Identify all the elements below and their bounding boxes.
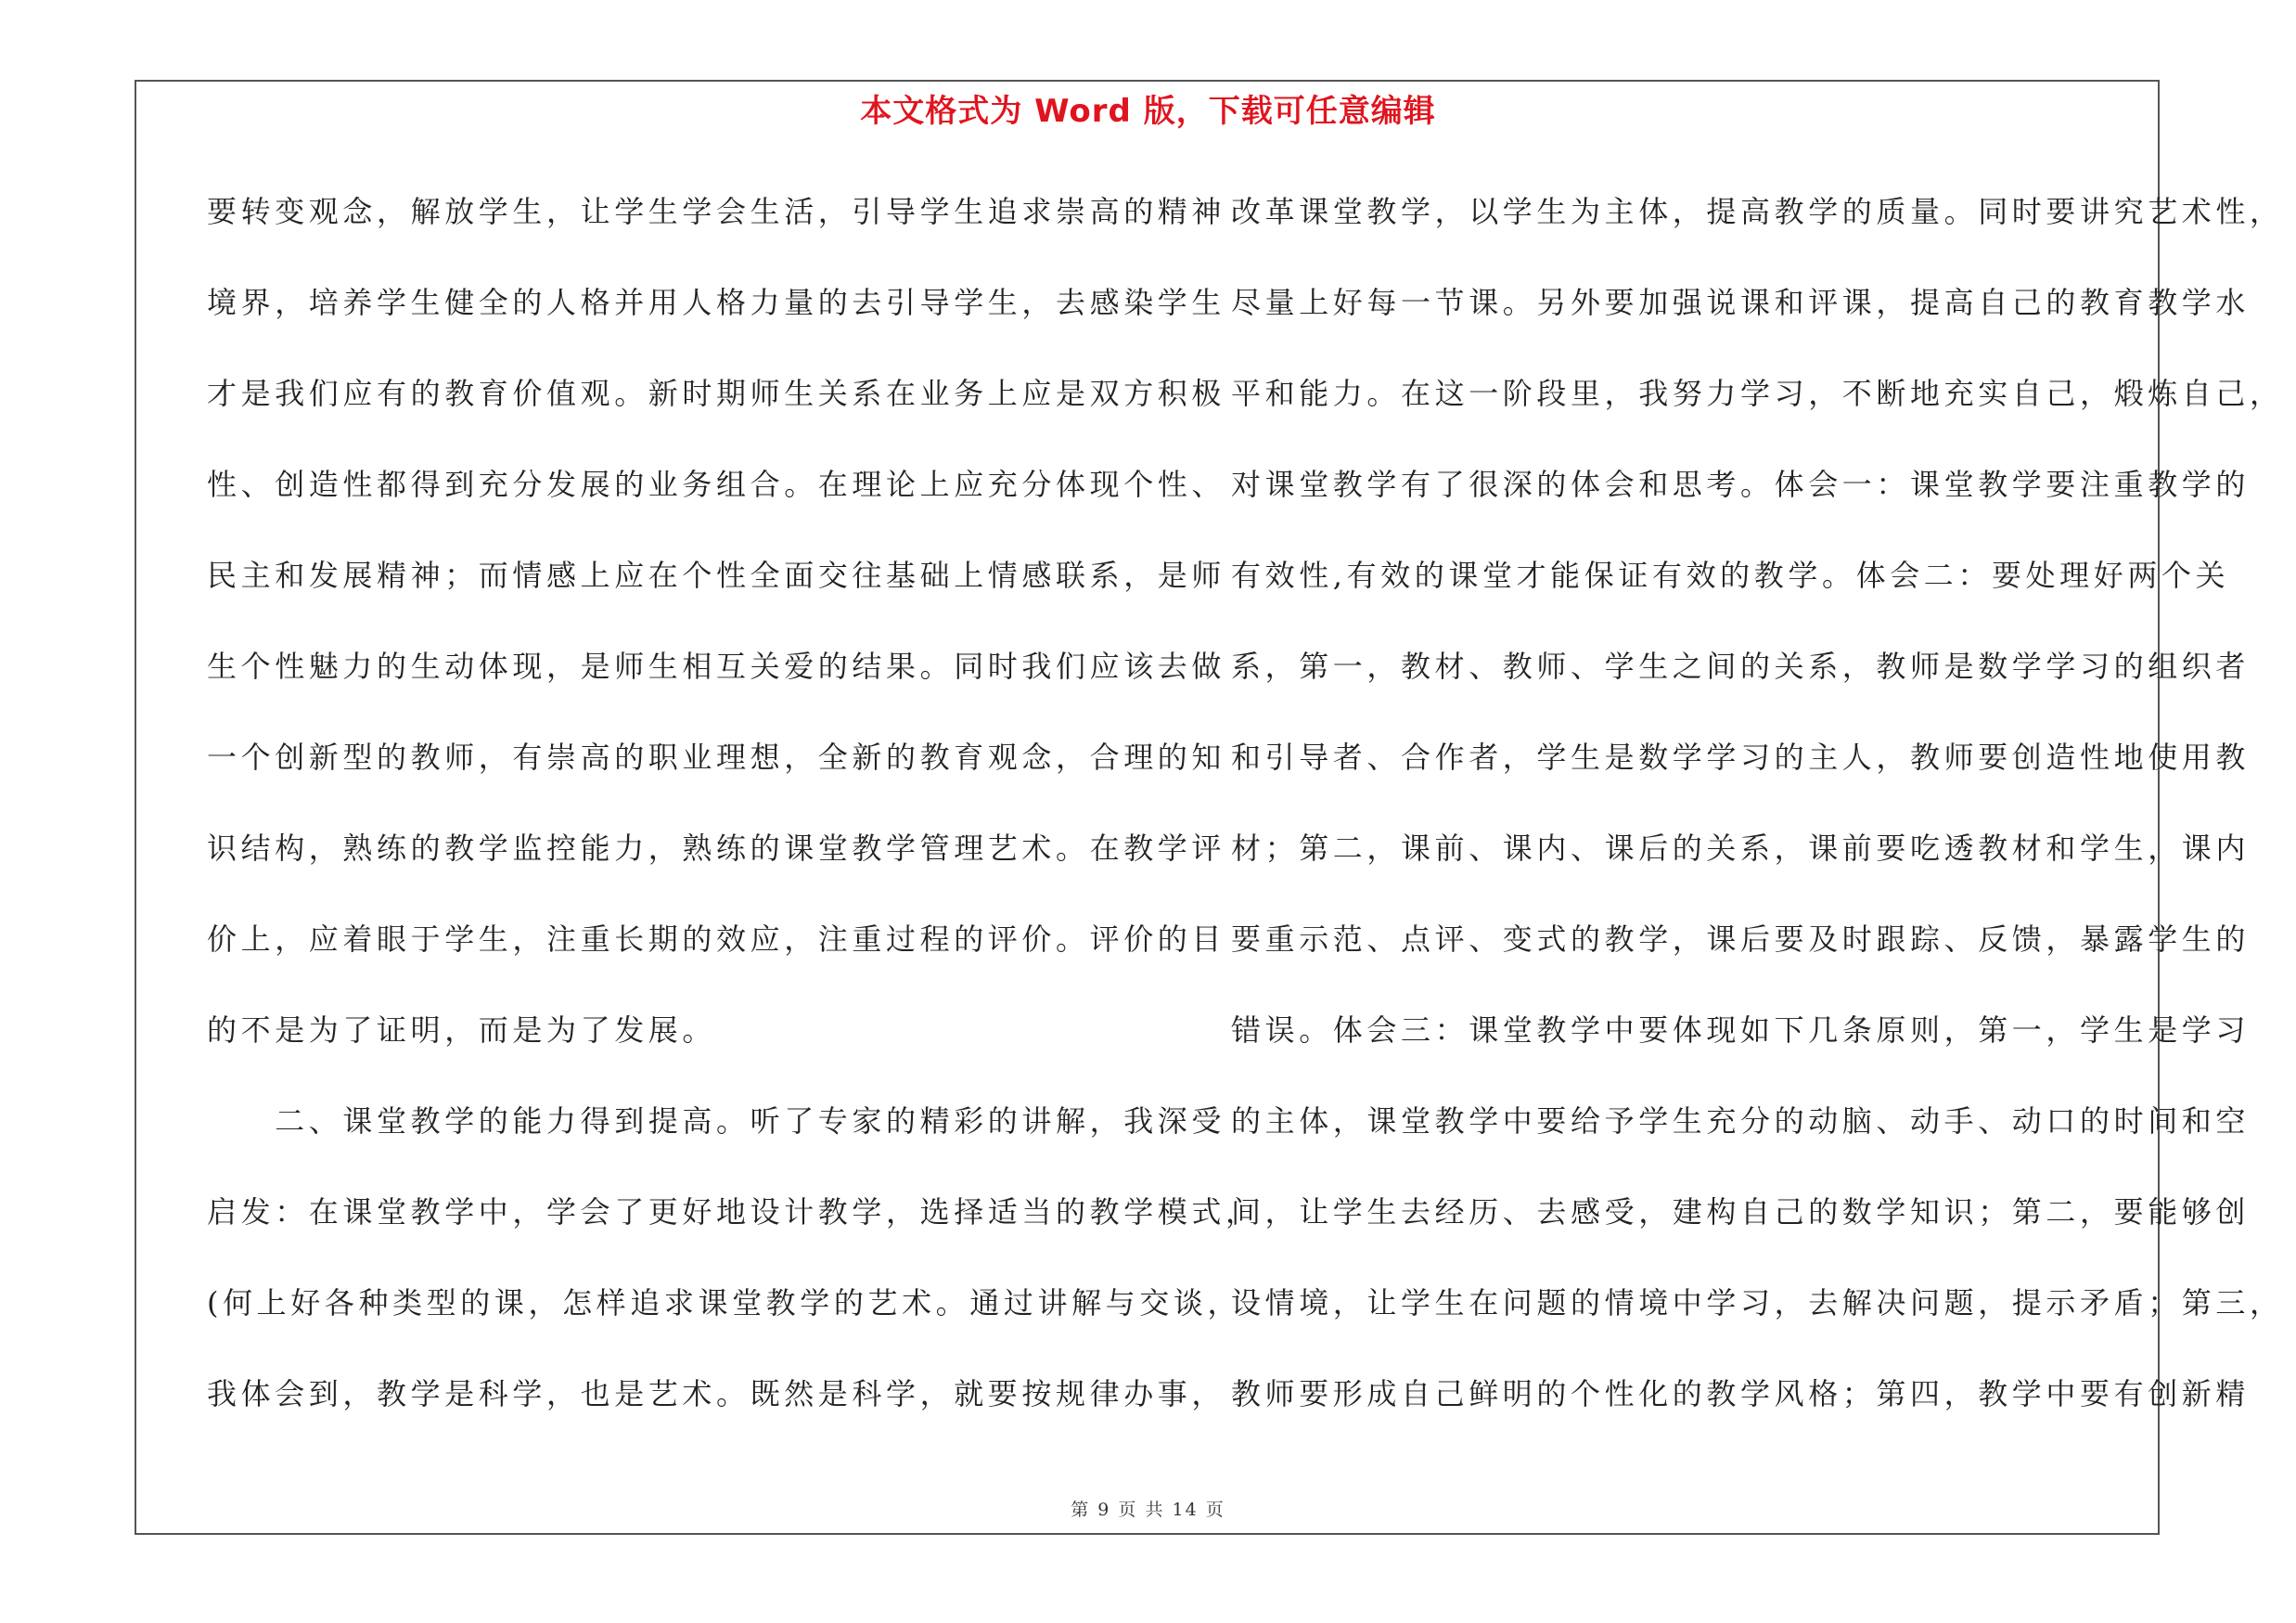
paragraph-line: 对课堂教学有了很深的体会和思考。体会一：课堂教学要注重教学的 [1231,467,2251,502]
paragraph-line: 错误。体会三：课堂教学中要体现如下几条原则，第一，学生是学习 [1231,1012,2251,1048]
paragraph-line: 平和能力。在这一阶段里，我努力学习，不断地充实自己，煅炼自己， [1231,376,2284,411]
paragraph-line: 教师要形成自己鲜明的个性化的教学风格；第四，教学中要有创新精 [1231,1376,2251,1411]
paragraph-line: 系，第一，教材、教师、学生之间的关系，教师是数学学习的组织者 [1231,649,2251,684]
word-format-banner: 本文格式为 Word 版，下载可任意编辑 [860,93,1436,130]
paragraph-line: 二、课堂教学的能力得到提高。听了专家的精彩的讲解，我深受 [207,1103,1226,1139]
paragraph-line: 才是我们应有的教育价值观。新时期师生关系在业务上应是双方积极 [207,376,1226,411]
paragraph-line: 改革课堂教学，以学生为主体，提高教学的质量。同时要讲究艺术性， [1231,194,2284,229]
paragraph-line: 设情境，让学生在问题的情境中学习，去解决问题，提示矛盾；第三， [1231,1285,2284,1320]
paragraph-line: 间，让学生去经历、去感受，建构自己的数学知识；第二，要能够创 [1231,1194,2251,1230]
paragraph-line: 性、创造性都得到充分发展的业务组合。在理论上应充分体现个性、 [207,467,1226,502]
paragraph-line: (何上好各种类型的课，怎样追求课堂教学的艺术。通过讲解与交谈， [207,1285,1242,1320]
left-text-column [207,184,1260,1457]
paragraph-line: 一个创新型的教师，有崇高的职业理想，全新的教育观念，合理的知 [207,740,1226,775]
right-text-column [1231,184,2284,1457]
paragraph-line: 生个性魅力的生动体现，是师生相互关爱的结果。同时我们应该去做 [207,649,1226,684]
paragraph-line: 和引导者、合作者，学生是数学学习的主人，教师要创造性地使用教 [1231,740,2251,775]
paragraph-line: 我体会到，教学是科学，也是艺术。既然是科学，就要按规律办事， [207,1376,1226,1411]
paragraph-line: 民主和发展精神；而情感上应在个性全面交往基础上情感联系，是师 [207,558,1226,593]
paragraph-line: 尽量上好每一节课。另外要加强说课和评课，提高自己的教育教学水 [1231,285,2251,320]
paragraph-line: 有效性,有效的课堂才能保证有效的教学。体会二：要处理好两个关 [1231,558,2230,593]
paragraph-line: 识结构，熟练的教学监控能力，熟练的课堂教学管理艺术。在教学评 [207,831,1226,866]
paragraph-line: 要重示范、点评、变式的教学，课后要及时跟踪、反馈，暴露学生的 [1231,921,2251,957]
paragraph-line: 材；第二，课前、课内、课后的关系，课前要吃透教材和学生，课内 [1231,831,2251,866]
paragraph-line: 启发：在课堂教学中，学会了更好地设计教学，选择适当的教学模式， [207,1194,1260,1230]
page-number-footer: 第 9 页 共 14 页 [1071,1500,1225,1520]
paragraph-line: 的不是为了证明，而是为了发展。 [207,1012,717,1048]
paragraph-line: 境界，培养学生健全的人格并用人格力量的去引导学生，去感染学生 [207,285,1226,320]
paragraph-line: 价上，应着眼于学生，注重长期的效应，注重过程的评价。评价的目 [207,921,1226,957]
paragraph-line: 的主体，课堂教学中要给予学生充分的动脑、动手、动口的时间和空 [1231,1103,2251,1139]
paragraph-line: 要转变观念，解放学生，让学生学会生活，引导学生追求崇高的精神 [207,194,1226,229]
